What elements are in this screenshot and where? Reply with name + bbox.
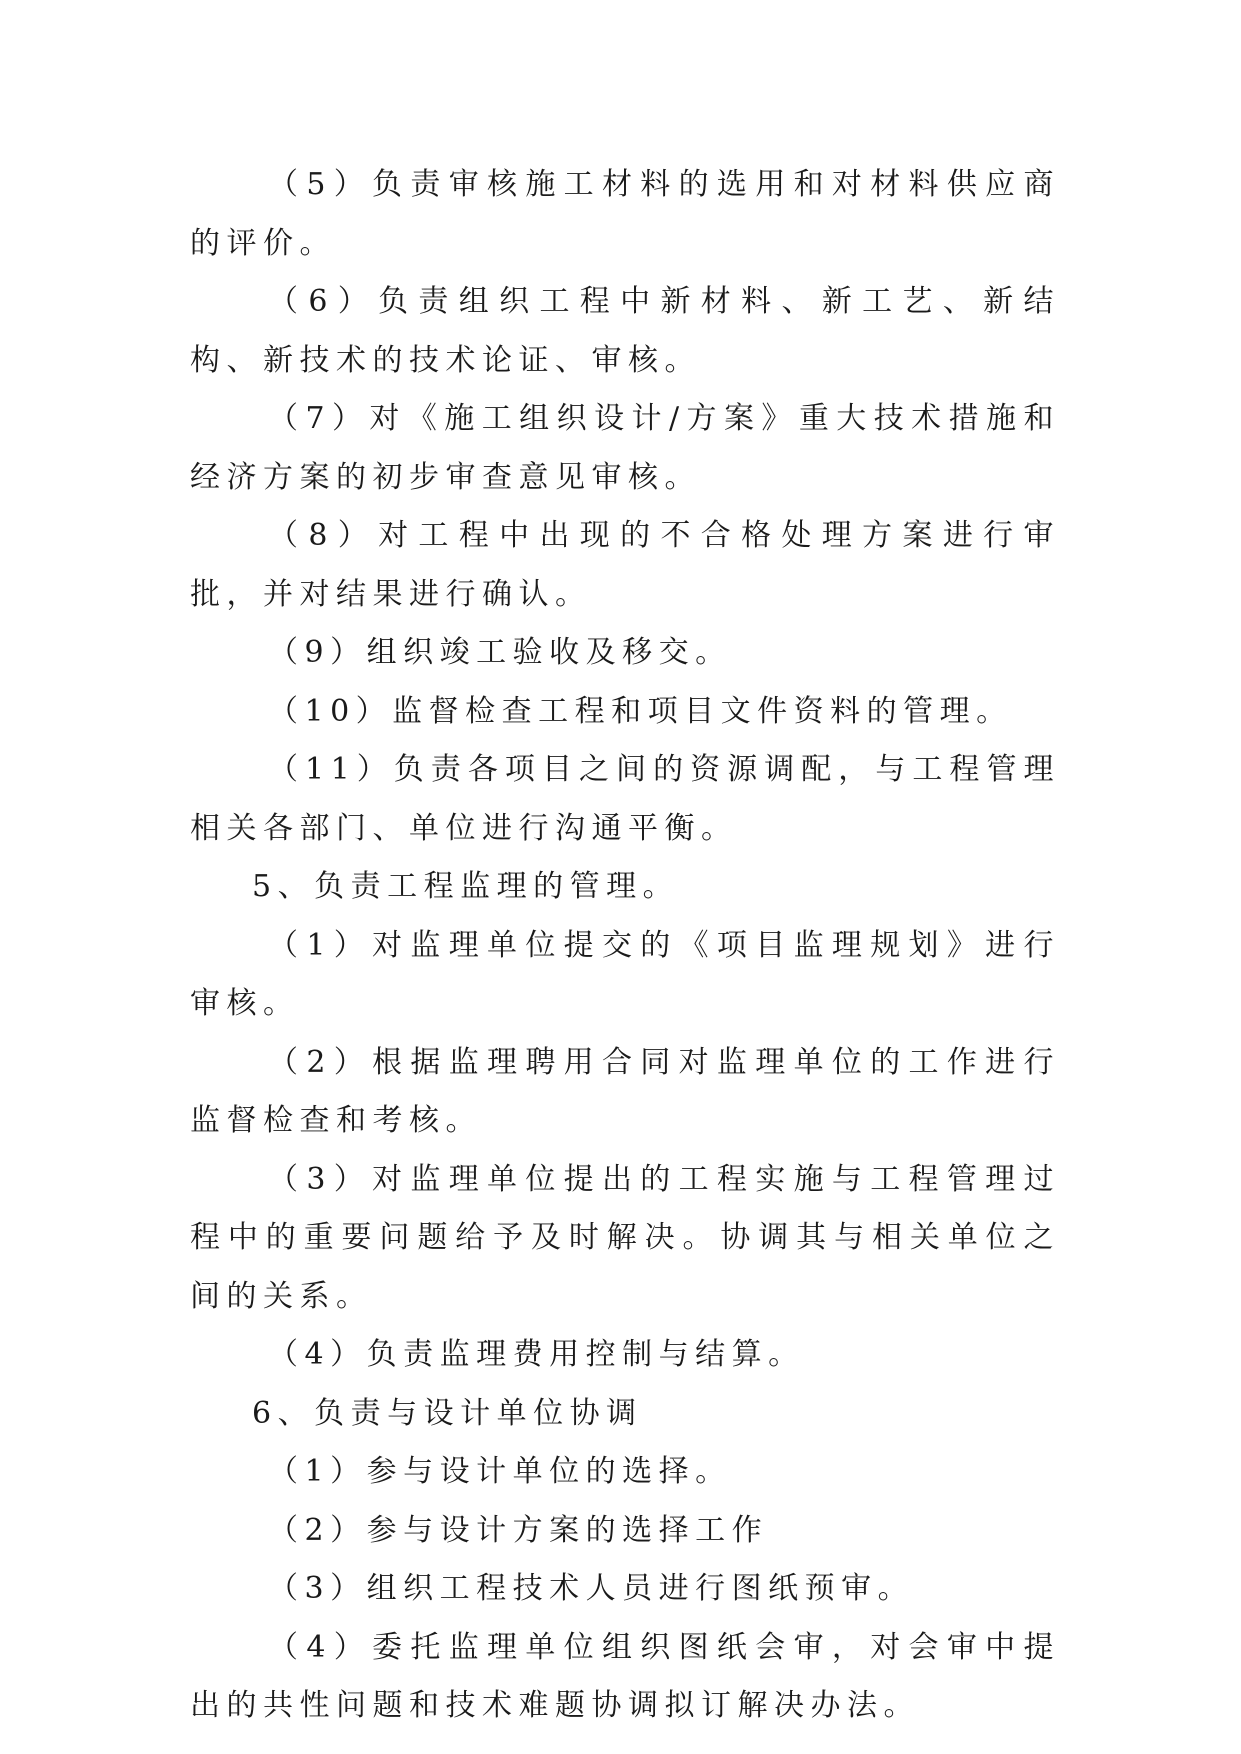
paragraph-11: （11）负责各项目之间的资源调配，与工程管理相关各部门、单位进行沟通平衡。 — [190, 752, 1060, 846]
paragraph-5: （5）负责审核施工材料的选用和对材料供应商的评价。 — [190, 167, 1060, 261]
paragraph-6-2: （2）参与设计方案的选择工作 — [268, 1512, 769, 1548]
paragraph-5-1: （1）对监理单位提交的《项目监理规划》进行审核。 — [190, 927, 1060, 1021]
paragraph-6-4: （4）委托监理单位组织图纸会审，对会审中提出的共性问题和技术难题协调拟订解决办法。 — [190, 1629, 1060, 1723]
paragraph-5-3: （3）对监理单位提出的工程实施与工程管理过程中的重要问题给予及时解决。协调其与相关单位之间的关系。 — [190, 1161, 1060, 1314]
paragraph-6-3: （3）组织工程技术人员进行图纸预审。 — [268, 1571, 915, 1606]
section-heading-6: 6、负责与设计单位协调 — [252, 1395, 643, 1431]
paragraph-6-1: （1）参与设计单位的选择。 — [268, 1454, 732, 1489]
document-body — [190, 156, 1060, 1736]
paragraph-6: （6）负责组织工程中新材料、新工艺、新结构、新技术的技术论证、审核。 — [190, 284, 1060, 378]
paragraph-7: （7）对《施工组织设计/方案》重大技术措施和经济方案的初步审查意见审核。 — [190, 401, 1060, 495]
paragraph-5-4: （4）负责监理费用控制与结算。 — [268, 1337, 805, 1372]
paragraph-10: （10）监督检查工程和项目文件资料的管理。 — [268, 693, 1013, 729]
paragraph-5-2: （2）根据监理聘用合同对监理单位的工作进行监督检查和考核。 — [190, 1044, 1060, 1138]
paragraph-9: （9）组织竣工验收及移交。 — [268, 635, 732, 670]
section-heading-5: 5、负责工程监理的管理。 — [252, 869, 680, 904]
paragraph-8: （8）对工程中出现的不合格处理方案进行审批，并对结果进行确认。 — [190, 518, 1060, 612]
